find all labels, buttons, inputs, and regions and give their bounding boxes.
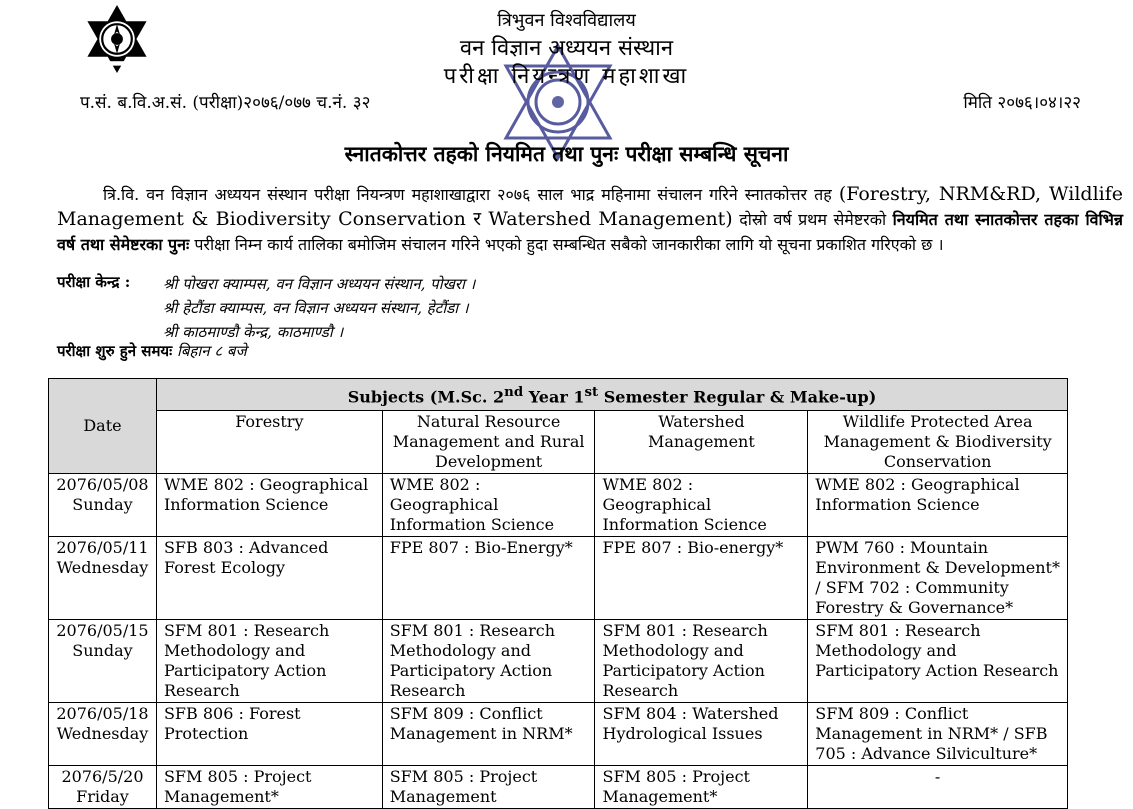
date-column-header: Date	[49, 379, 157, 474]
table-row	[49, 620, 1068, 703]
table-cell: SFM 809 : Conflict Management in NRM* / SFB 705 : Advance Silviculture*	[808, 703, 1068, 766]
table-cell: SFB 806 : Forest Protection	[156, 703, 382, 766]
table-cell: WME 802 : Geographical Information Science	[595, 474, 808, 537]
exam-schedule-table	[48, 378, 1068, 809]
row-date	[49, 620, 157, 703]
row-date	[49, 766, 157, 809]
header-university: त्रिभुवन विश्वविद्यालय	[497, 10, 636, 31]
table-row	[49, 766, 1068, 809]
notice-title: स्नातकोत्तर तहको नियमित तथा पुनः परीक्षा सम्बन्धि सूचना	[344, 141, 789, 166]
column-header-nrmrd: Natural Resource Management and Rural Development	[382, 411, 595, 474]
intro-part-3: दोस्रो वर्ष प्रथम सेमेष्टरको	[739, 210, 887, 229]
subjects-header-part: Semester Regular & Make-up)	[598, 387, 877, 407]
table-cell: SFB 803 : Advanced Forest Ecology	[156, 537, 382, 620]
table-row	[49, 537, 1068, 620]
intro-part-1: त्रि.वि. वन विज्ञान अध्ययन संस्थान परीक्षा नियन्त्रण महाशाखाद्वारा २०७६ साल भाद्र महिनामा संचालन गरिने स्नातकोत्तर तह	[103, 185, 832, 204]
table-cell: PWM 760 : Mountain Environment & Development* / SFM 702 : Community Forestry & Governance*	[808, 537, 1068, 620]
row-date	[49, 703, 157, 766]
intro-paragraph	[57, 182, 1123, 257]
table-cell: SFM 809 : Conflict Management in NRM*	[382, 703, 595, 766]
header-institute: वन विज्ञान अध्ययन संस्थान	[459, 36, 674, 61]
exam-start-label: परीक्षा शुरु हुने समयः	[57, 342, 173, 360]
exam-center-item: श्री पोखरा क्याम्पस, वन विज्ञान अध्ययन संस्थान, पोखरा ।	[163, 275, 476, 293]
subjects-header	[156, 379, 1067, 411]
exam-center-item: श्री काठमाण्डौ केन्द्र, काठमाण्डौ ।	[163, 323, 344, 341]
exam-centers-label: परीक्षा केन्द्र :	[57, 273, 131, 291]
intro-regular-makeup: नियमित तथा स्नातकोत्तर तहका विभिन्न वर्ष तथा सेमेष्टरका पुनः	[57, 210, 1123, 254]
reference-number: प.सं. ब.वि.अ.सं. (परीक्षा)२०७६/०७७ च.नं. ३२	[80, 93, 371, 113]
row-day-value: Sunday	[72, 495, 133, 515]
exam-center-item: श्री हेटौंडा क्याम्पस, वन विज्ञान अध्ययन संस्थान, हेटौंडा ।	[163, 299, 469, 317]
table-cell: FPE 807 : Bio-Energy*	[382, 537, 595, 620]
table-header-row	[49, 379, 1068, 411]
intro-programs: (Forestry, NRM&RD, Wildlife Management & Biodiversity Conservation र Watershed Management)	[57, 183, 1124, 230]
row-day-value: Friday	[76, 787, 129, 807]
subjects-header-part: Year 1	[523, 387, 585, 407]
row-date-value: 2076/05/15	[56, 621, 149, 641]
exam-start-value: बिहान ८ बजे	[176, 342, 247, 360]
subjects-header-sup: st	[584, 384, 599, 400]
table-cell: SFM 801 : Research Methodology and Participatory Action Research	[382, 620, 595, 703]
row-day-value: Sunday	[72, 641, 133, 661]
table-cell: SFM 804 : Watershed Hydrological Issues	[595, 703, 808, 766]
row-day-value: Wednesday	[56, 558, 149, 578]
table-cell: SFM 801 : Research Methodology and Participatory Action Research	[156, 620, 382, 703]
row-day-value: Wednesday	[56, 724, 149, 744]
column-header-forestry: Forestry	[156, 411, 382, 474]
row-date-value: 2076/05/11	[56, 538, 149, 558]
table-column-headers	[49, 411, 1068, 474]
header-division: परीक्षा नियन्त्रण महाशाखा	[443, 64, 690, 89]
table-cell: WME 802 : Geographical Information Science	[808, 474, 1068, 537]
table-cell: SFM 801 : Research Methodology and Participatory Action Research	[595, 620, 808, 703]
table-cell: FPE 807 : Bio-energy*	[595, 537, 808, 620]
row-date	[49, 537, 157, 620]
exam-centers-list	[163, 272, 663, 344]
column-header-wildlife: Wildlife Protected Area Management & Biodiversity Conservation	[808, 411, 1068, 474]
exam-start-time	[57, 341, 247, 361]
table-cell: SFM 805 : Project Management*	[156, 766, 382, 809]
table-cell: SFM 805 : Project Management	[382, 766, 595, 809]
notice-date: मिति २०७६।०४।२२	[963, 93, 1081, 113]
row-date-value: 2076/5/20	[61, 767, 144, 787]
table-cell: -	[808, 766, 1068, 809]
table-cell: SFM 801 : Research Methodology and Participatory Action Research	[808, 620, 1068, 703]
row-date-value: 2076/05/18	[56, 704, 149, 724]
table-cell: WME 802 : Geographical Information Science	[156, 474, 382, 537]
table-cell: WME 802 : Geographical Information Science	[382, 474, 595, 537]
intro-part-5: परीक्षा निम्न कार्य तालिका बमोजिम संचालन गरिने भएको हुदा सम्बन्धित सबैको जानकारीका लागि यो सूचना प्रकाशित गरिएको छ ।	[194, 235, 944, 254]
table-cell: SFM 805 : Project Management*	[595, 766, 808, 809]
subjects-header-part: Subjects (M.Sc. 2	[347, 387, 505, 407]
column-header-watershed: Watershed Management	[595, 411, 808, 474]
row-date	[49, 474, 157, 537]
row-date-value: 2076/05/08	[56, 475, 149, 495]
table-row	[49, 474, 1068, 537]
subjects-header-sup: nd	[504, 384, 524, 400]
table-row	[49, 703, 1068, 766]
